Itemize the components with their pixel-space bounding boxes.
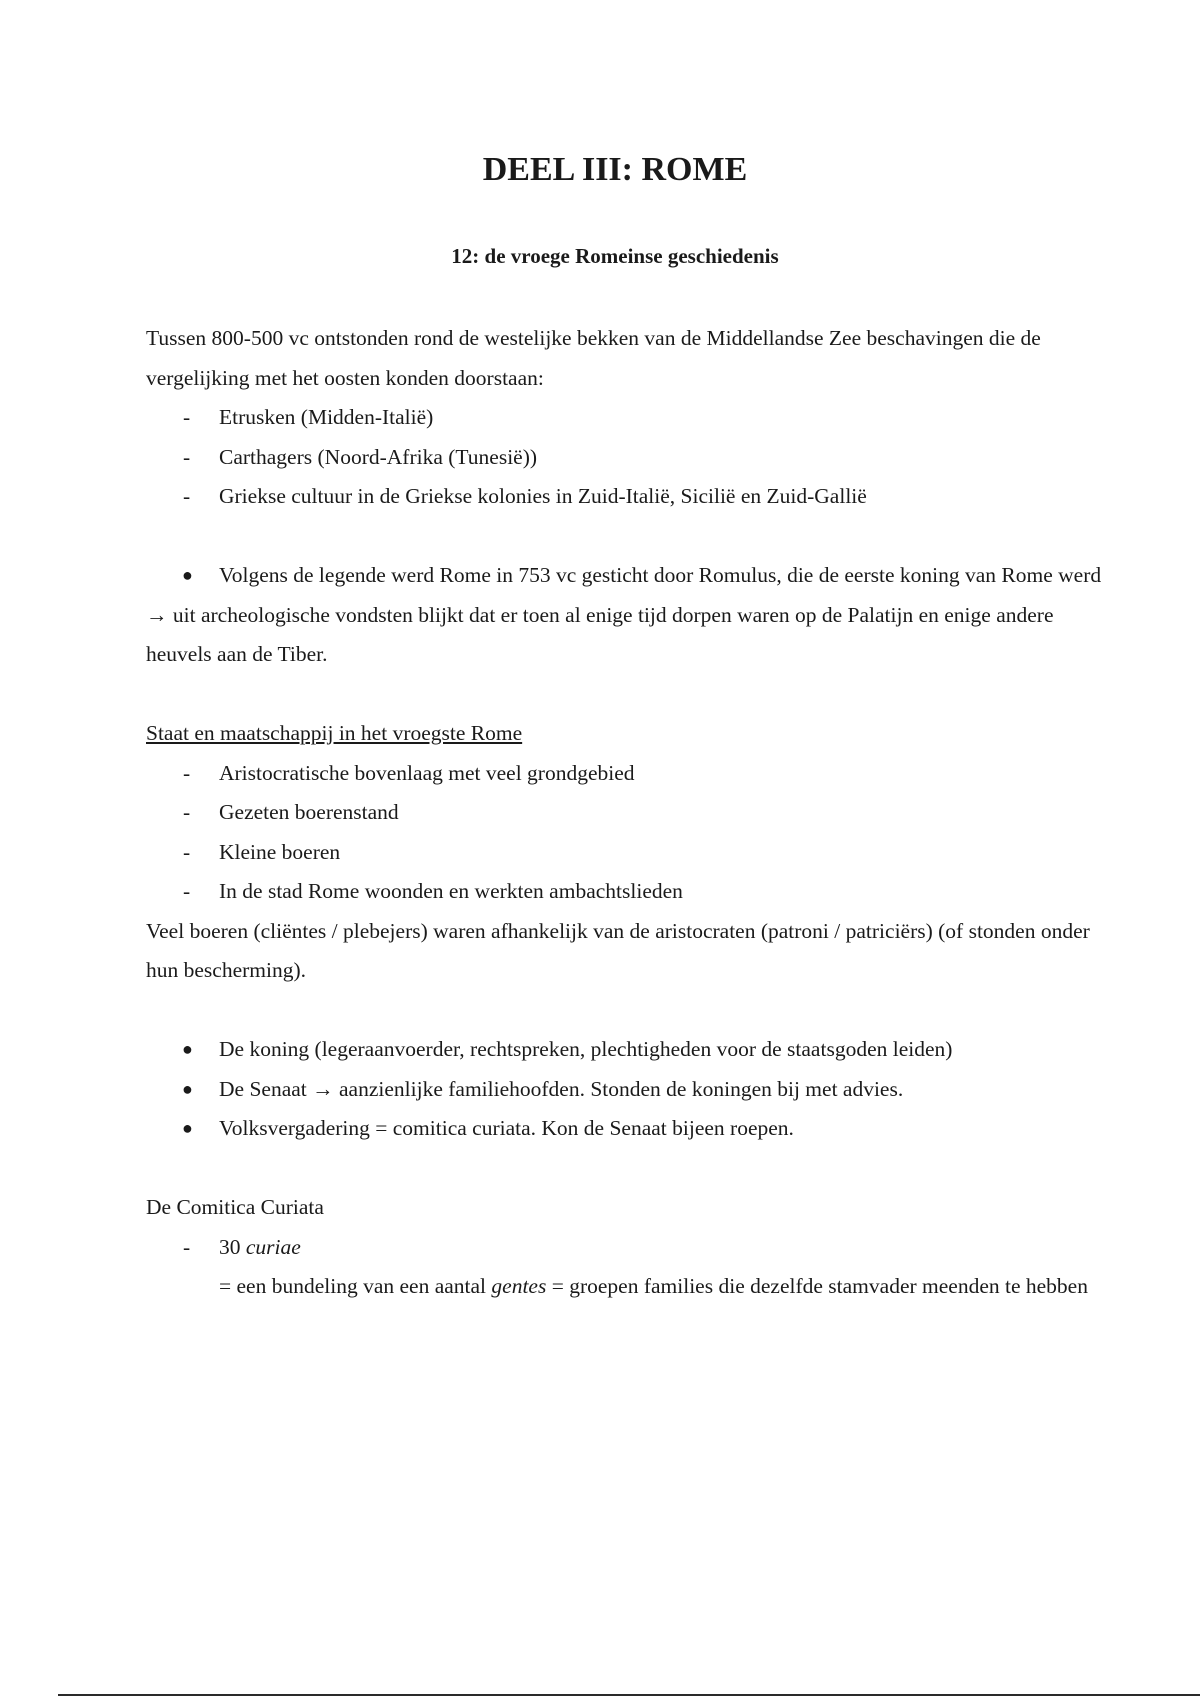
list-item: ● Volksvergadering = comitica curiata. Kon de Senaat bijeen roepen. [146, 1109, 1106, 1149]
society-list [146, 754, 1106, 912]
bullet-marker: ● [182, 1118, 193, 1138]
bullet-marker: ● [182, 1039, 193, 1059]
bullet-marker: ● [182, 1078, 193, 1099]
institutions-list [146, 1030, 1106, 1149]
archaeology-note: → uit archeologische vondsten blijkt dat er toen al enige tijd dorpen waren op de Palatijn en enige andere heuvels aan de Tiber. [146, 602, 1054, 666]
page-title: DEEL III: ROME [482, 151, 748, 188]
spacer [146, 517, 1106, 557]
list-item: - In de stad Rome woonden en werkten ambachtslieden [146, 872, 1106, 912]
intro-paragraph: Tussen 800-500 vc ontstonden rond de westelijke bekken van de Middellandse Zee beschavingen die de vergelijking met het oosten konden doorstaan: [146, 326, 1041, 390]
spacer [146, 675, 1106, 715]
dash-marker: - [183, 1234, 191, 1259]
section-heading-comitia: De Comitica Curiata [146, 1195, 324, 1219]
dash-marker: - [183, 800, 191, 824]
list-item: - Etrusken (Midden-Italië) [146, 398, 1106, 438]
list-item: ● De Senaat → aanzienlijke familiehoofden. Stonden de koningen bij met advies. [146, 1070, 1106, 1110]
dash-marker: - [183, 484, 191, 508]
dash-marker: - [183, 879, 191, 903]
list-item: ● Volgens de legende werd Rome in 753 vc gesticht door Romulus, die de eerste koning van Rome werd [146, 556, 1106, 596]
latin-term: curiae [245, 1234, 301, 1259]
curiae-definition: = een bundeling van een aantal gentes = groepen families die dezelfde stamvader meenden te hebben [219, 1274, 1088, 1298]
list-item: - 30 curiae [146, 1228, 1106, 1268]
list-item: - Carthagers (Noord-Afrika (Tunesië)) [146, 438, 1106, 478]
society-note: Veel boeren (cliëntes / plebejers) waren afhankelijk van de aristocraten (patroni / patriciërs) (of stonden onder hun bescherming). [146, 918, 1090, 982]
section-heading-society: Staat en maatschappij in het vroegste Rome [146, 721, 523, 745]
dash-marker: - [183, 405, 191, 429]
document-body [146, 319, 1106, 1307]
civilizations-list [146, 398, 1106, 517]
footer-divider [58, 1694, 1200, 1696]
list-item: ● De koning (legeraanvoerder, rechtspreken, plechtigheden voor de staatsgoden leiden) [146, 1030, 1106, 1070]
spacer [146, 991, 1106, 1031]
dash-marker: - [183, 760, 191, 785]
list-item: - Aristocratische bovenlaag met veel grondgebied [146, 754, 1106, 794]
list-item: - Griekse cultuur in de Griekse kolonies in Zuid-Italië, Sicilië en Zuid-Gallië [146, 477, 1106, 517]
list-item: - Gezeten boerenstand [146, 793, 1106, 833]
latin-term: gentes [491, 1274, 547, 1298]
list-item: - Kleine boeren [146, 833, 1106, 873]
dash-marker: - [183, 444, 191, 469]
spacer [146, 1149, 1106, 1189]
legend-list [146, 556, 1106, 596]
comitia-list [146, 1228, 1106, 1268]
chapter-subtitle: 12: de vroege Romeinse geschiedenis [451, 244, 779, 268]
bullet-marker: ● [182, 565, 193, 585]
dash-marker: - [183, 839, 191, 864]
